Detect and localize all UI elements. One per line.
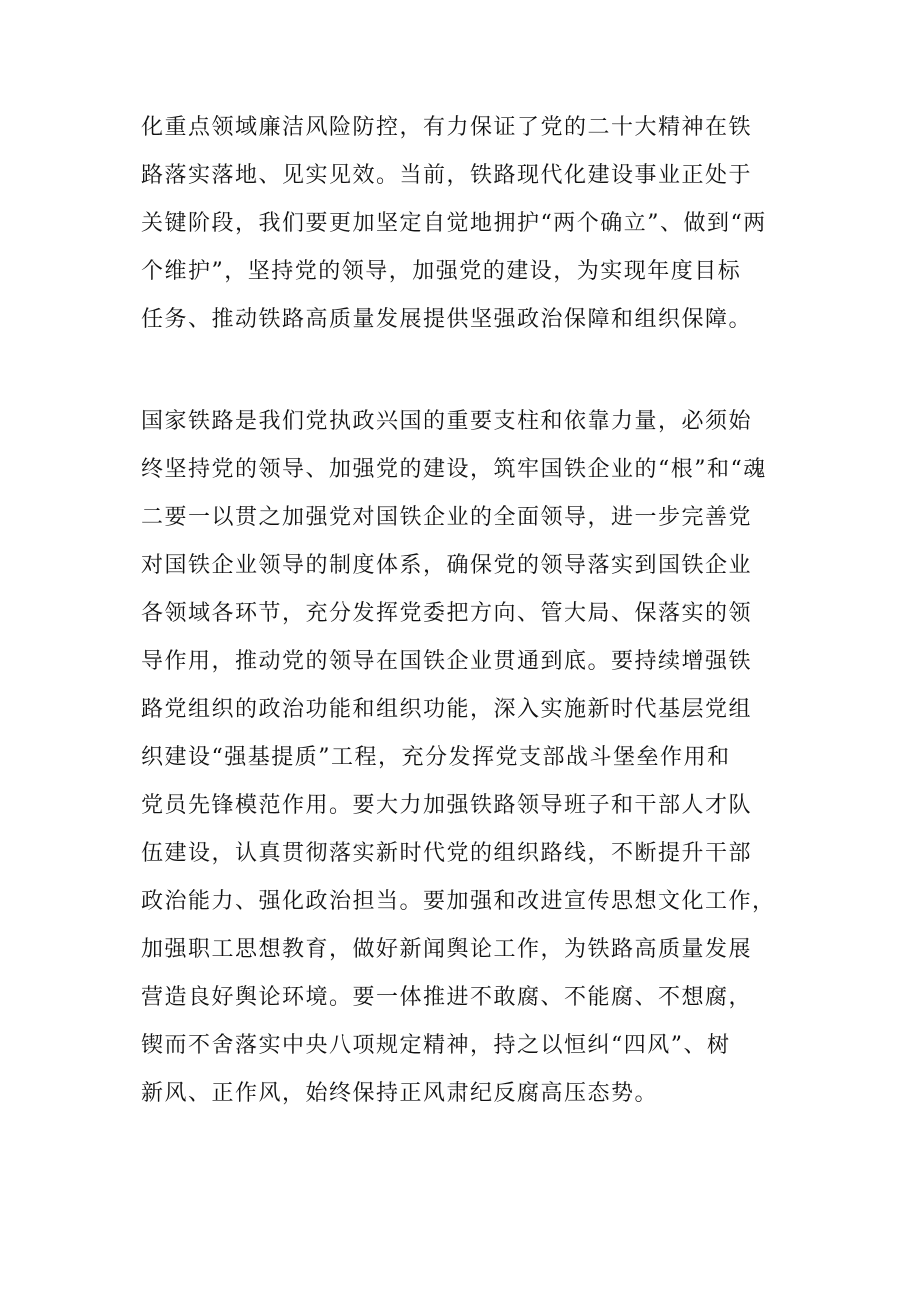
paragraph-line: 终坚持党的领导、加强党的建设，筑牢国铁企业的“根”和“魂 (141, 457, 767, 482)
paragraph-line: 个维护”，坚持党的领导，加强党的建设，为实现年度目标 (141, 259, 742, 284)
paragraph-line: 国家铁路是我们党执政兴国的重要支柱和依靠力量，必须始 (141, 409, 753, 434)
paragraph-line: 加强职工思想教育，做好新闻舆论工作，为铁路高质量发展 (141, 937, 753, 962)
paragraph-line: 政治能力、强化政治担当。要加强和改进宣传思想文化工作， (141, 889, 776, 914)
paragraph-line: 关键阶段，我们要更加坚定自觉地拥护“两个确立”、做到“两 (141, 211, 767, 236)
paragraph-2 (141, 398, 801, 1118)
paragraph-line: 伍建设，认真贯彻落实新时代党的组织路线，不断提升干部 (141, 841, 753, 866)
paragraph-line: 路党组织的政治功能和组织功能，深入实施新时代基层党组 (141, 697, 753, 722)
paragraph-line: 营造良好舆论环境。要一体推进不敢腐、不能腐、不想腐， (141, 985, 753, 1010)
paragraph-line: 任务、推动铁路高质量发展提供坚强政治保障和组织保障。 (141, 307, 753, 332)
paragraph-line: 党员先锋模范作用。要大力加强铁路领导班子和干部人才队 (141, 793, 753, 818)
paragraph-line: 导作用，推动党的领导在国铁企业贯通到底。要持续增强铁 (141, 649, 753, 674)
paragraph-line: 锲而不舍落实中央八项规定精神，持之以恒纠“四风”、树 (141, 1033, 731, 1058)
paragraph-line: 路落实落地、见实见效。当前，铁路现代化建设事业正处于 (141, 163, 753, 188)
paragraph-line: 新风、正作风，始终保持正风肃纪反腐高压态势。 (141, 1081, 659, 1106)
paragraph-line: 化重点领域廉洁风险防控，有力保证了党的二十大精神在铁 (141, 115, 753, 140)
paragraph-line: 二要一以贯之加强党对国铁企业的全面领导，进一步完善党 (141, 505, 753, 530)
paragraph-1 (141, 104, 801, 344)
paragraph-line: 织建设“强基提质”工程，充分发挥党支部战斗堡垒作用和 (141, 745, 731, 770)
paragraph-line: 对国铁企业领导的制度体系，确保党的领导落实到国铁企业 (141, 553, 753, 578)
paragraph-line: 各领域各环节，充分发挥党委把方向、管大局、保落实的领 (141, 601, 753, 626)
